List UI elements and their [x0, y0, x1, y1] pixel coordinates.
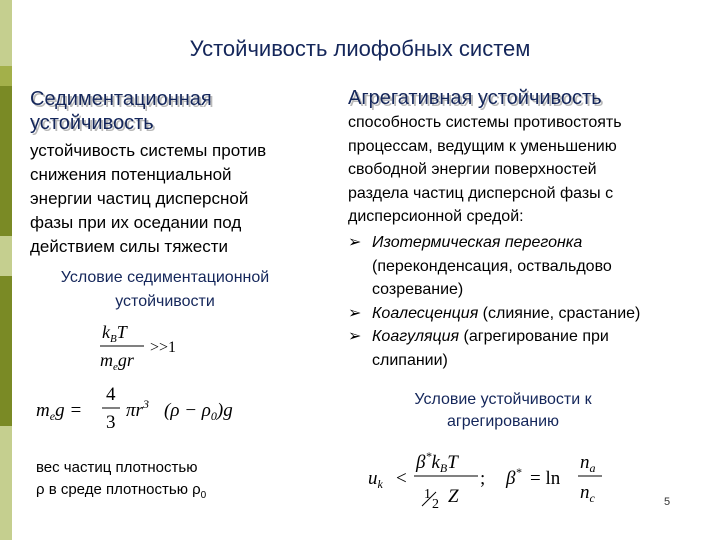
formula-text: <	[396, 468, 407, 489]
term: Коалесценция	[372, 304, 479, 322]
sedimentation-condition-heading	[30, 266, 300, 314]
slide-title: Устойчивость лиофобных систем	[189, 36, 531, 61]
text-line: способность системы противостоять	[348, 114, 622, 131]
condition-line: устойчивости	[115, 293, 215, 310]
list-line: (агрегирование при	[459, 328, 609, 345]
formula-text: $n_c$	[580, 482, 595, 505]
text-line: энергии частиц дисперсной	[30, 189, 249, 208]
text-line: снижения потенциальной	[30, 165, 232, 184]
formula-text: $\beta^*k_BT$	[416, 449, 458, 475]
arrow-bullet-icon: ➢	[348, 328, 362, 345]
condition-line: Условие седиментационной	[60, 269, 270, 286]
text-line: устойчивость системы против	[30, 141, 267, 160]
aggregation-stability-formula	[366, 446, 616, 516]
formula-note	[36, 457, 206, 507]
formula-text: $k_BT$	[102, 322, 127, 345]
formula-text: $(\rho - \rho_0)g$	[164, 400, 233, 423]
arrow-bullet-icon: ➢	[348, 304, 362, 322]
note-subscript: 0	[200, 490, 207, 501]
sidebar-block	[0, 276, 12, 426]
formula-text: >>1	[150, 339, 177, 356]
sedimentation-heading	[30, 87, 310, 135]
formula-text: 1	[424, 487, 431, 502]
list-item	[348, 231, 693, 302]
formula-text: $\pi r^3$	[126, 397, 149, 421]
text-line: дисперсионной средой:	[348, 208, 524, 225]
formula-text: $n_a$	[580, 452, 596, 475]
formula-text: 2	[432, 497, 439, 512]
list-item	[348, 325, 693, 372]
text-line: свободной энергии поверхностей	[348, 161, 597, 178]
formula-text: Z	[448, 486, 459, 507]
term: Изотермическая перегонка	[372, 234, 583, 251]
list-item-text	[372, 325, 693, 372]
term: Коагуляция	[372, 328, 460, 345]
list-item	[348, 302, 693, 326]
formula-text: = ln	[530, 468, 561, 489]
sidebar-block	[0, 236, 12, 276]
aggregation-condition-heading	[378, 389, 628, 433]
formula-text: β*	[506, 465, 522, 489]
note-line	[36, 479, 206, 507]
sidebar-block	[0, 66, 12, 86]
slide-sidebar	[0, 0, 12, 540]
note-line: вес частиц плотностью	[36, 459, 198, 476]
list-line: созревание)	[372, 281, 464, 298]
list-item-text	[372, 231, 693, 302]
formula-text: $u_k$	[368, 468, 383, 491]
list-line: (переконденсация, оствальдово	[372, 257, 612, 275]
formula-text: $m_egr$	[100, 350, 134, 373]
heading-line: Агрегативная устойчивость	[348, 87, 602, 109]
text-line: раздела частиц дисперсной фазы с	[348, 184, 614, 202]
arrow-bullet-icon: ➢	[348, 234, 362, 251]
text-line: процессам, ведущим к уменьшению	[348, 137, 617, 155]
condition-line: Условие устойчивости к	[414, 391, 592, 408]
text-line: действием силы тяжести	[30, 237, 229, 256]
text-line: фазы при их оседании под	[30, 213, 242, 232]
heading-line: Седиментационная	[30, 88, 212, 110]
slide-number: 5	[664, 496, 671, 508]
condition-line: агрегированию	[446, 413, 560, 430]
note-text: ρ в среде плотностью ρ	[36, 481, 201, 498]
list-item-text	[372, 302, 693, 326]
list-line: (слияние, срастание)	[478, 304, 641, 322]
formula-text: ;	[480, 468, 486, 489]
sedimentation-definition	[30, 139, 315, 259]
sidebar-block	[0, 426, 12, 540]
instability-process-list	[348, 231, 693, 372]
particle-weight-formula	[34, 382, 274, 438]
formula-text: 3	[106, 412, 116, 433]
list-line: слипании)	[372, 351, 448, 369]
aggregative-definition	[348, 111, 693, 229]
formula-text: $m_eg$ =	[36, 400, 83, 423]
formula-text: 4	[106, 384, 116, 405]
sedimentation-ratio-formula	[98, 318, 208, 378]
heading-line: устойчивость	[30, 112, 154, 134]
sidebar-block	[0, 86, 12, 236]
aggregative-heading	[348, 86, 688, 110]
